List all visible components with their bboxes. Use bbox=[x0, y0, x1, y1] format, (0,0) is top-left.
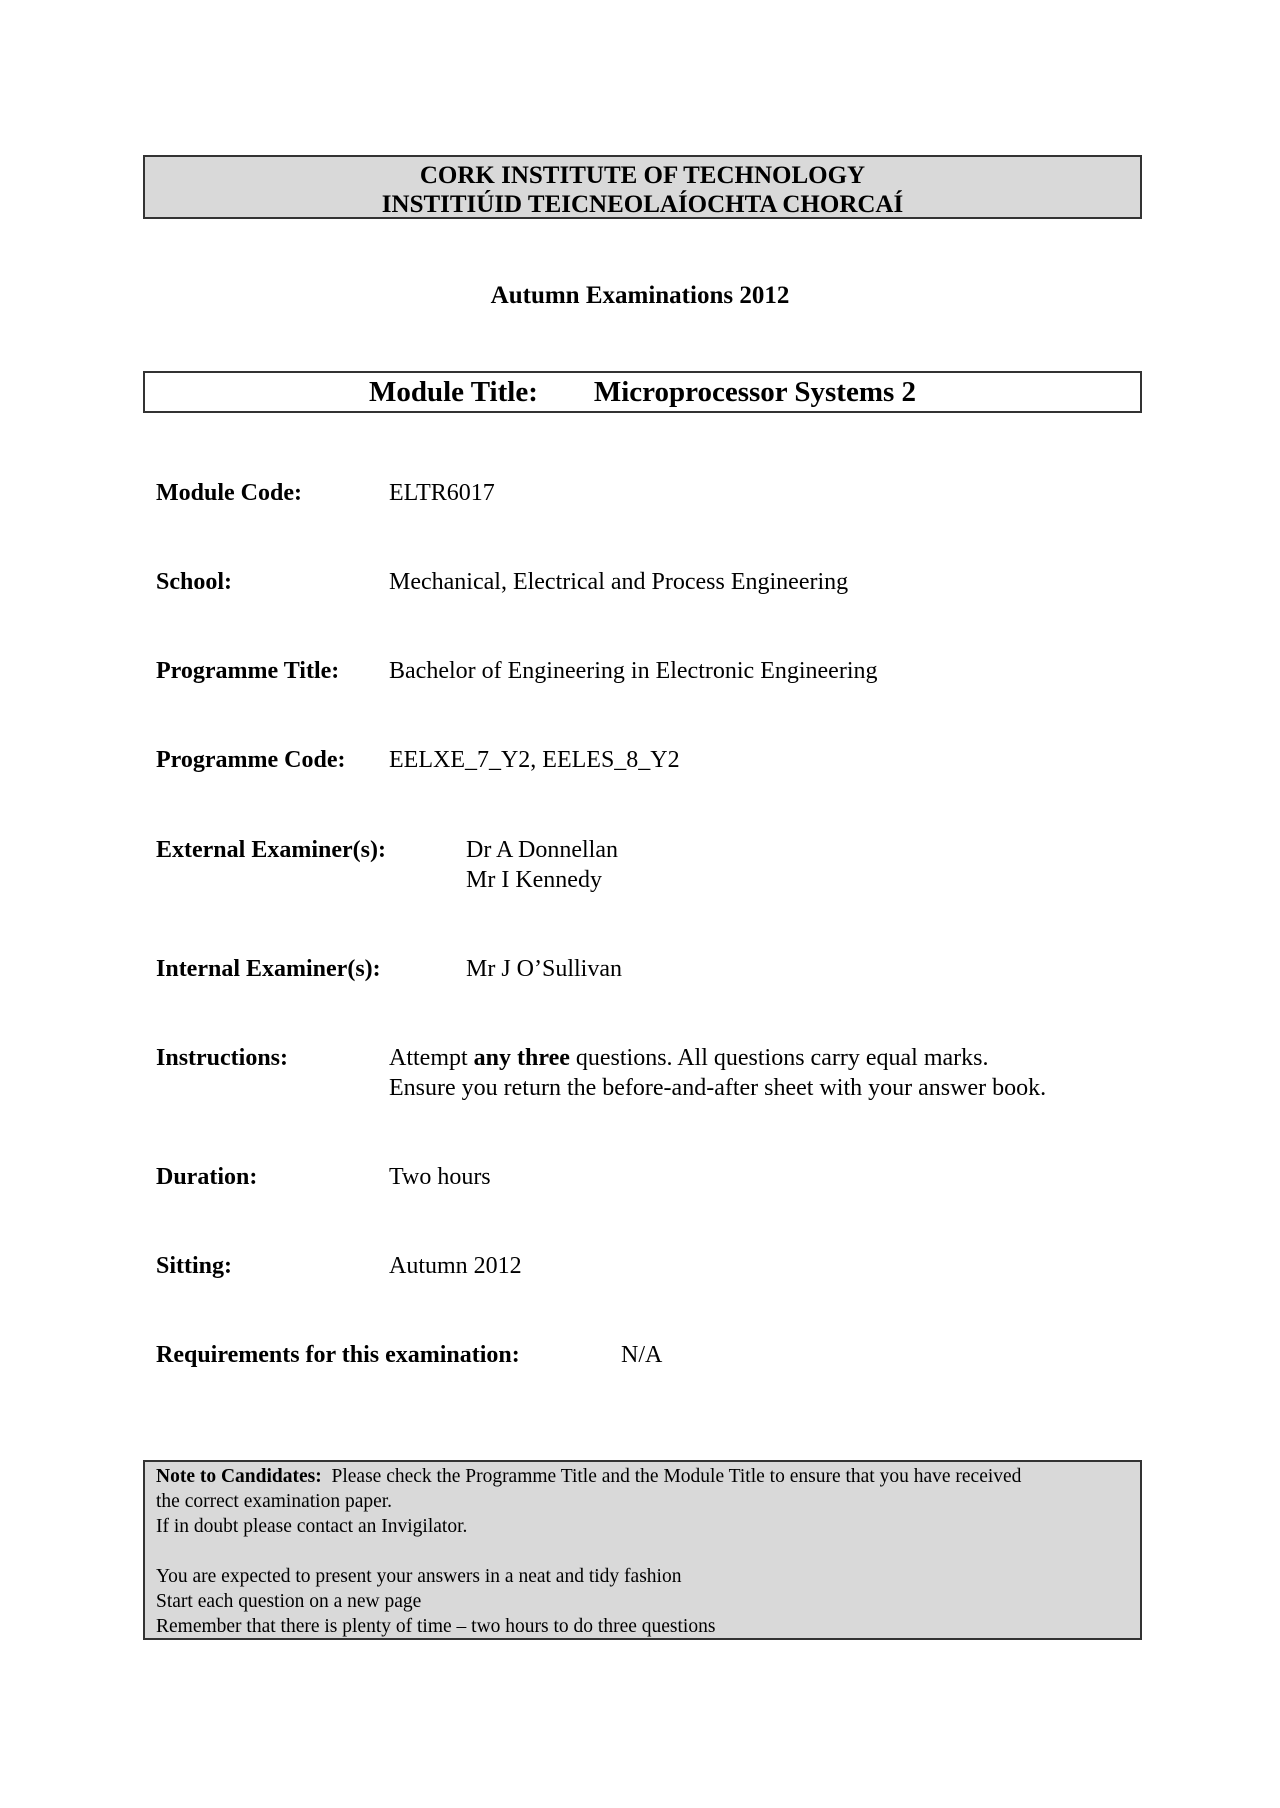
instructions-value bbox=[389, 1043, 1046, 1103]
instructions-line-2: Ensure you return the before-and-after sheet with your answer book. bbox=[389, 1075, 1047, 1101]
note-line-2: the correct examination paper. bbox=[156, 1491, 393, 1512]
module-code-value: ELTR6017 bbox=[389, 480, 495, 506]
note-to-candidates-box bbox=[143, 1460, 1142, 1640]
external-examiners-label: External Examiner(s): bbox=[156, 837, 386, 863]
instructions-line-1: Attempt any three questions. All questions carry equal marks. bbox=[389, 1045, 989, 1071]
note-line-6: Remember that there is plenty of time – two hours to do three questions bbox=[156, 1616, 716, 1637]
external-examiners-value bbox=[466, 835, 618, 895]
requirements-value: N/A bbox=[621, 1342, 663, 1368]
module-code-label: Module Code: bbox=[156, 480, 302, 506]
module-title-value: Microprocessor Systems 2 bbox=[593, 376, 917, 408]
module-title-label: Module Title: bbox=[368, 376, 538, 408]
programme-code-value: EELXE_7_Y2, EELES_8_Y2 bbox=[389, 747, 680, 773]
requirements-label: Requirements for this examination: bbox=[156, 1342, 520, 1368]
module-title-banner bbox=[143, 371, 1142, 413]
note-label: Note to Candidates: bbox=[156, 1466, 322, 1487]
note-line-3: If in doubt please contact an Invigilator. bbox=[156, 1516, 468, 1537]
note-line-4: You are expected to present your answers in a neat and tidy fashion bbox=[156, 1566, 682, 1587]
internal-examiners-value: Mr J O’Sullivan bbox=[466, 956, 622, 982]
sitting-value: Autumn 2012 bbox=[389, 1253, 522, 1279]
school-value: Mechanical, Electrical and Process Engineering bbox=[389, 569, 849, 595]
duration-value: Two hours bbox=[389, 1164, 491, 1190]
programme-title-label: Programme Title: bbox=[156, 658, 340, 684]
external-examiner-name: Dr A Donnellan bbox=[466, 837, 618, 863]
institute-header bbox=[143, 155, 1142, 219]
institute-name-irish: INSTITIÚID TEICNEOLAÍOCHTA CHORCAÍ bbox=[381, 191, 904, 218]
note-line-1: Note to Candidates: Please check the Programme Title and the Module Title to ensure that you have received bbox=[156, 1466, 1022, 1487]
sitting-label: Sitting: bbox=[156, 1253, 233, 1279]
instructions-label: Instructions: bbox=[156, 1045, 289, 1071]
school-label: School: bbox=[156, 569, 233, 595]
instructions-emphasis: any three bbox=[473, 1045, 570, 1071]
programme-code-label: Programme Code: bbox=[156, 747, 346, 773]
duration-label: Duration: bbox=[156, 1164, 258, 1190]
note-line-5: Start each question on a new page bbox=[156, 1591, 422, 1612]
programme-title-value: Bachelor of Engineering in Electronic Engineering bbox=[389, 658, 878, 684]
institute-name-english: CORK INSTITUTE OF TECHNOLOGY bbox=[419, 162, 866, 189]
internal-examiners-label: Internal Examiner(s): bbox=[156, 956, 381, 982]
external-examiner-name: Mr I Kennedy bbox=[466, 867, 602, 893]
exam-session-title: Autumn Examinations 2012 bbox=[490, 282, 790, 309]
